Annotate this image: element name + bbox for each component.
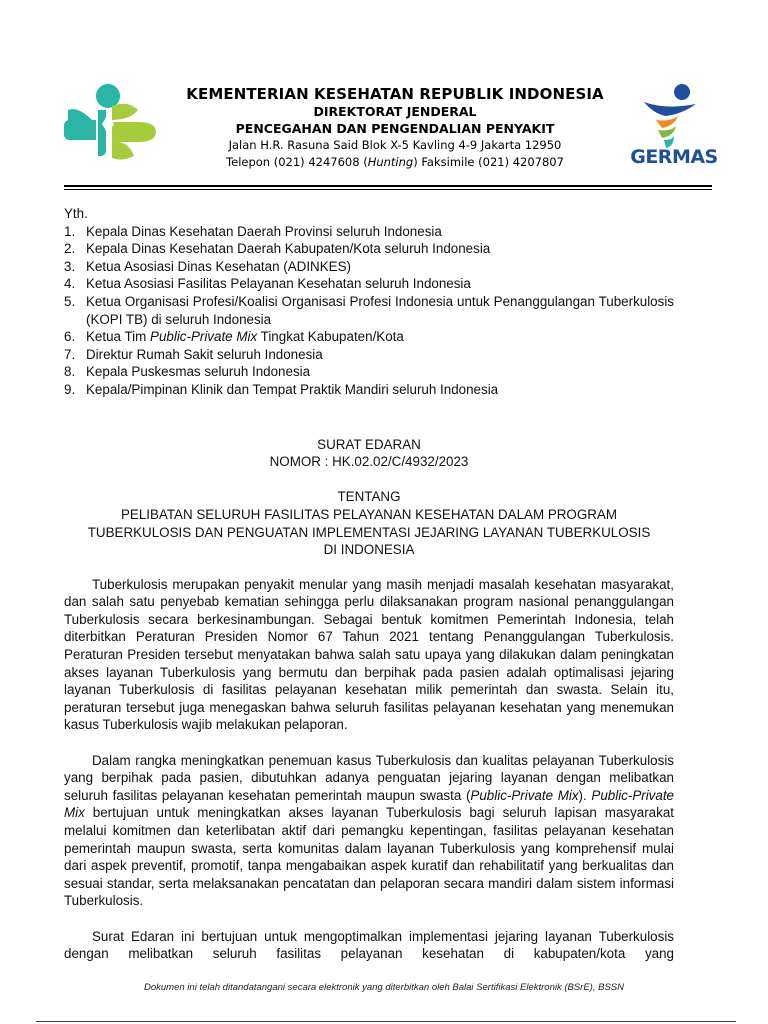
body-paragraph: Tuberkulosis merupakan penyakit menular yang masih menjadi masalah kesehatan masyarakat, dan salah satu penyebab kematian sehingga perlu dilaksanakan program nasional penanggulangan Tuberkulosis secara berkesinambungan. Sebagai bentuk komitmen Pemerintah Indonesia, telah diterbitkan Peraturan Presiden Nomor 67 Tahun 2021 tentang Penanggulangan Tuberkulosis. Peraturan Presiden tersebut menyatakan bahwa salah satu upaya yang dilakukan dalam peningkatan akses layanan Tuberkulosis yang bermutu dan berpihak pada pasien adalah optimalisasi jejaring layanan Tuberkulosis di fasilitas pelayanan kesehatan milik pemerintah dan swasta. Selain itu, peraturan tersebut juga menegaskan bahwa seluruh fasilitas pelayanan kesehatan yang menemukan kasus Tuberkulosis wajib melakukan pelaporan. — [64, 576, 674, 733]
address: Jalan H.R. Rasuna Said Blok X-5 Kavling 4-9 Jakarta 12950 — [228, 138, 562, 152]
letter-number: NOMOR : HK.02.02/C/4932/2023 — [269, 454, 469, 470]
recipient-number: 3. — [64, 258, 76, 274]
recipient-item — [64, 381, 674, 399]
paragraph-italic: Public-Private Mix — [64, 787, 674, 821]
recipient-text: Ketua Asosiasi Fasilitas Pelayanan Kesehatan seluruh Indonesia — [86, 276, 471, 292]
letterhead-rule-thick — [64, 185, 712, 187]
recipient-number: 5. — [64, 293, 76, 309]
paragraph-text: ). — [578, 787, 592, 803]
subject-line: PELIBATAN SELURUH FASILITAS PELAYANAN KESEHATAN DALAM PROGRAM — [120, 506, 618, 522]
germas-figure-icon — [626, 80, 716, 150]
division-name: PENCEGAHAN DAN PENGENDALIAN PENYAKIT — [235, 121, 555, 136]
e-signature-footer: Dokumen ini telah ditandatangani secara elektronik yang diterbitkan oleh Balai Sertifikasi Elektronik (BSrE), BSSN — [144, 982, 624, 993]
recipient-item — [64, 293, 674, 328]
phone-hunting: Hunting — [367, 155, 414, 169]
recipient-text: Ketua Organisasi Profesi/Koalisi Organisasi Profesi Indonesia untuk Penanggulangan Tuberkulosis (KOPI TB) di seluruh Indonesia — [86, 293, 674, 327]
recipient-item — [64, 240, 674, 258]
salutation: Yth. — [64, 206, 88, 221]
recipient-text: Direktur Rumah Sakit seluruh Indonesia — [86, 346, 323, 362]
page-bottom-rule — [36, 1021, 736, 1022]
recipient-text-italic: Public-Private Mix — [150, 329, 258, 345]
recipient-list — [64, 223, 674, 399]
recipient-text: Tingkat Kabupaten/Kota — [257, 329, 404, 345]
body-paragraph: Surat Edaran ini bertujuan untuk mengoptimalkan implementasi jejaring layanan Tuberkulosis dengan melibatkan seluruh fasilitas pelayanan kesehatan di kabupaten/kota yang — [64, 928, 674, 962]
recipient-text: Kepala Dinas Kesehatan Daerah Kabupaten/Kota seluruh Indonesia — [86, 241, 491, 257]
phone-prefix: Telepon (021) 4247608 ( — [226, 155, 368, 169]
germas-logo — [626, 80, 716, 172]
letter-body — [64, 576, 674, 963]
recipient-item — [64, 275, 674, 293]
phone-suffix: ) Faksimile (021) 4207807 — [413, 155, 564, 169]
germas-wordmark: GERMAS — [630, 146, 718, 168]
paragraph-italic: Public-Private Mix — [470, 787, 579, 803]
ministry-name: KEMENTERIAN KESEHATAN REPUBLIK INDONESIA — [186, 85, 604, 103]
paragraph-text: bertujuan untuk meningkatkan akses layanan Tuberkulosis bagi seluruh lapisan masyarakat melalui komitmen dan keterlibatan aktif dari pemangku kepentingan, fasilitas pelayanan kesehatan pemerintah maupun swasta, serta komunitas dalam layanan Tuberkulosis yang komprehensif mulai dari aspek preventif, promotif, tanpa mengabaikan aspek kuratif dan rehabilitatif yang berkualitas dan sesuai standar, serta melaksanakan pencatatan dan pelaporan secara mandiri dalam sistem informasi Tuberkulosis. — [64, 805, 674, 909]
recipient-number: 7. — [64, 346, 76, 362]
phone-fax — [160, 154, 630, 171]
recipient-text: Kepala Dinas Kesehatan Daerah Provinsi seluruh Indonesia — [86, 223, 442, 239]
subject-line: TUBERKULOSIS DAN PENGUATAN IMPLEMENTASI JEJARING LAYANAN TUBERKULOSIS — [87, 524, 651, 540]
letter-title-block — [64, 436, 674, 559]
recipient-number: 2. — [64, 241, 76, 257]
recipient-item — [64, 363, 674, 381]
recipient-text: Ketua Tim — [86, 329, 151, 345]
about-label: TENTANG — [337, 489, 401, 505]
recipient-text: Kepala Puskesmas seluruh Indonesia — [86, 364, 311, 380]
recipient-text: Ketua Asosiasi Dinas Kesehatan (ADINKES) — [86, 258, 351, 274]
paragraph-text: Dalam rangka meningkatkan penemuan kasus Tuberkulosis dan kualitas pelayanan Tuberkulosis yang berpihak pada pasien, dibutuhkan adanya penguatan jejaring layanan dengan melibatkan seluruh fasilitas pelayanan kesehatan pemerintah maupun swasta ( — [64, 752, 674, 803]
recipient-number: 8. — [64, 364, 76, 380]
letterhead-rule-thin — [64, 189, 712, 190]
letterhead — [160, 84, 630, 171]
letter-content — [64, 205, 674, 980]
recipient-item — [64, 346, 674, 364]
recipient-item — [64, 258, 674, 276]
kemenkes-logo — [62, 80, 158, 162]
subject-line: DI INDONESIA — [323, 542, 415, 558]
recipient-item — [64, 328, 674, 346]
recipient-text: Kepala/Pimpinan Klinik dan Tempat Praktik Mandiri seluruh Indonesia — [86, 381, 499, 397]
recipient-number: 1. — [64, 223, 76, 239]
recipients-block — [64, 205, 674, 399]
recipient-number: 6. — [64, 329, 76, 345]
recipient-number: 4. — [64, 276, 76, 292]
recipient-number: 9. — [64, 381, 76, 397]
body-paragraph — [64, 752, 674, 910]
recipient-item — [64, 223, 674, 241]
letter-type: SURAT EDARAN — [317, 436, 421, 452]
directorate-name: DIREKTORAT JENDERAL — [313, 104, 477, 119]
